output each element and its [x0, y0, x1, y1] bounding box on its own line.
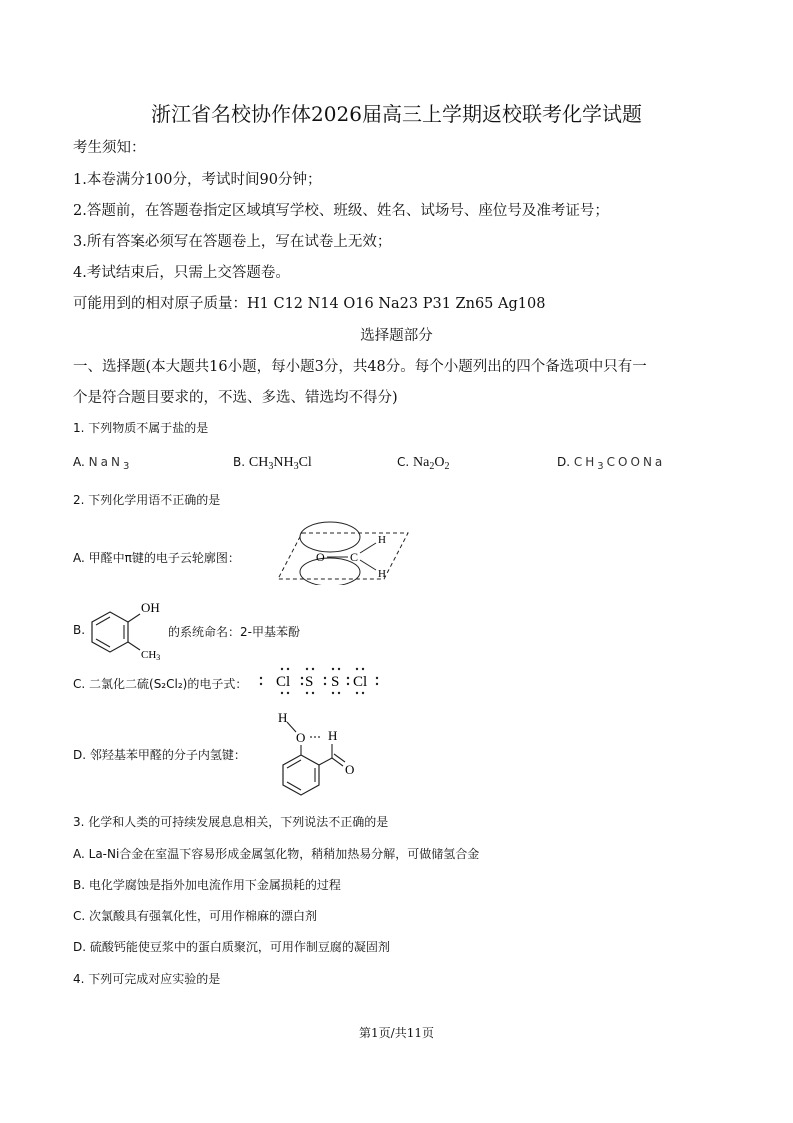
q2-stem: 2. 下列化学用语不正确的是 — [73, 493, 221, 507]
hydrogen-atom: H — [378, 534, 386, 546]
oxygen-atom: O — [345, 762, 355, 777]
option-label: A. — [73, 455, 85, 469]
q1-stem: 1. 下列物质不属于盐的是 — [73, 421, 209, 435]
sulfur-atom: S — [331, 674, 340, 690]
q2-option-d: D. 邻羟基苯甲醛的分子内氢键： — [73, 748, 246, 762]
notice-item: 4.考试结束后，只需上交答题卷。 — [73, 265, 290, 281]
q3-option-d: D. 硫酸钙能使豆浆中的蛋白质聚沉，可用作制豆腐的凝固剂 — [73, 940, 390, 954]
option-label: D. — [557, 455, 571, 469]
oxygen-atom: O — [316, 550, 325, 564]
q1-option-d — [557, 455, 665, 472]
hydrogen-atom: H — [278, 710, 288, 725]
hydroxyl-group: OH — [141, 600, 160, 615]
notice-item: 2.答题前，在答题卷指定区域填写学校、班级、姓名、试场号、座位号及准考证号； — [73, 203, 609, 219]
page-footer: 第1页/共11页 — [359, 1026, 434, 1040]
notice-heading: 考生须知： — [73, 140, 146, 156]
part-instructions-line2: 个是符合题目要求的，不选、多选、错选均不得分) — [73, 390, 398, 406]
option-label: B. — [233, 455, 246, 469]
chlorine-atom: Cl — [353, 674, 368, 690]
notice-item: 1.本卷满分100分，考试时间90分钟； — [73, 172, 322, 188]
q2-option-a: A. 甲醛中π键的电子云轮廓图： — [73, 551, 240, 565]
q3-option-a: A. La-Ni合金在室温下容易形成金属氢化物，稍稍加热易分解，可做储氢合金 — [73, 847, 480, 861]
part-instructions-line1: 一、选择题(本大题共16小题，每小题3分，共48分。每个小题列出的四个备选项中只有一 — [73, 359, 647, 375]
methyl-group: CH3 — [141, 649, 161, 660]
hydrogen-atom: H — [378, 568, 386, 580]
q1-option-b — [233, 455, 312, 472]
s2cl2-electron-formula — [255, 663, 385, 697]
notice-item: 3.所有答案必须写在答题卷上，写在试卷上无效； — [73, 234, 392, 250]
formula: $Na_2O_2$ — [413, 455, 450, 472]
q3-option-b: B. 电化学腐蚀是指外加电流作用下金属损耗的过程 — [73, 878, 341, 892]
salicylaldehyde-hydrogen-bond — [272, 708, 372, 800]
q1-option-c — [397, 455, 449, 472]
hydrogen-atom: H — [328, 728, 338, 743]
q2-option-b-text: 的系统命名：2-甲基苯酚 — [168, 625, 300, 639]
chlorine-atom: Cl — [276, 674, 291, 690]
methylphenol-structure — [88, 598, 168, 660]
q1-option-a — [73, 455, 132, 472]
formula: NaN$_3$ — [88, 455, 133, 472]
carbon-atom: C — [350, 550, 359, 564]
page-title: 浙江省名校协作体2026届高三上学期返校联考化学试题 — [151, 102, 642, 126]
formula: $CH_3NH_3Cl$ — [248, 455, 312, 472]
pi-bond-cloud-diagram — [272, 513, 412, 585]
q2-option-c: C. 二氯化二硫(S₂Cl₂)的电子式： — [73, 677, 248, 691]
q2-option-b-label: B. — [73, 623, 86, 637]
oxygen-atom: O — [296, 730, 306, 745]
sulfur-atom: S — [305, 674, 314, 690]
formula: $CH_3COONa$ — [573, 455, 666, 472]
q3-stem: 3. 化学和人类的可持续发展息息相关，下列说法不正确的是 — [73, 815, 389, 829]
option-label: C. — [397, 455, 410, 469]
q4-stem: 4. 下列可完成对应实验的是 — [73, 972, 221, 986]
atomic-masses: 可能用到的相对原子质量：H1 C12 N14 O16 Na23 P31 Zn65 Ag108 — [73, 296, 546, 312]
q3-option-c: C. 次氯酸具有强氧化性，可用作棉麻的漂白剂 — [73, 909, 318, 923]
section-title: 选择题部分 — [360, 328, 433, 344]
